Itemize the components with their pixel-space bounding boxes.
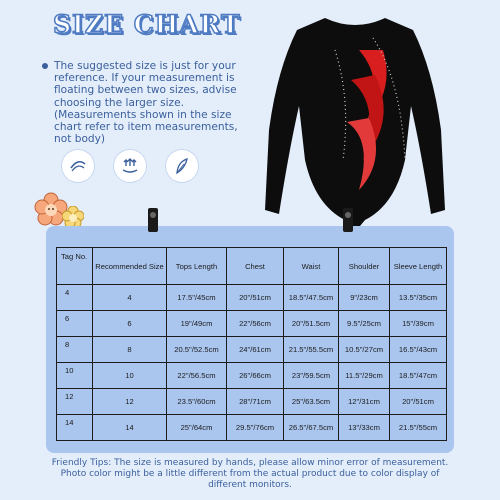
friendly-tips	[22, 458, 478, 491]
bullet-dot	[42, 63, 48, 69]
table-cell: 20"/51.5cm	[284, 311, 339, 337]
tag-cell: 8	[57, 337, 93, 363]
col-header: Sleeve Length	[390, 248, 447, 285]
note-line: The suggested size is just for your	[54, 60, 236, 72]
tip-line: Photo color might be a little different from the actual product due to color display of	[60, 469, 440, 479]
table-cell: 20.5"/52.5cm	[167, 337, 227, 363]
col-header: Recommended Size	[93, 248, 167, 285]
tag-cell: 6	[57, 311, 93, 337]
tag-cell: 4	[57, 285, 93, 311]
note-line: choosing the larger size.	[54, 96, 185, 109]
table-cell: 9.5"/25cm	[339, 311, 390, 337]
binder-clip	[343, 208, 353, 232]
table-cell: 10.5"/27cm	[339, 337, 390, 363]
note-line: floating between two sizes, advise	[54, 84, 237, 97]
stretch-fabric-icon	[62, 150, 94, 182]
table-cell: 12"/31cm	[339, 389, 390, 415]
page-title: SIZE CHART	[53, 10, 241, 39]
table-cell: 22"/56cm	[227, 311, 284, 337]
table-cell: 14	[93, 415, 167, 441]
table-cell: 4	[93, 285, 167, 311]
table-cell: 15"/39cm	[390, 311, 447, 337]
note-line: chart refer to item measurements,	[54, 121, 238, 134]
table-cell: 17.5"/45cm	[167, 285, 227, 311]
table-header-row	[57, 248, 447, 285]
table-cell: 29.5"/76cm	[227, 415, 284, 441]
table-cell: 26.5"/67.5cm	[284, 415, 339, 441]
table-cell: 23"/59.5cm	[284, 363, 339, 389]
table-cell: 20"/51cm	[390, 389, 447, 415]
table-cell: 24"/61cm	[227, 337, 284, 363]
tag-cell: 12	[57, 389, 93, 415]
col-header: Tag No.	[57, 248, 93, 285]
table-row	[57, 415, 447, 441]
breathable-icon	[114, 150, 146, 182]
table-cell: 11.5"/29cm	[339, 363, 390, 389]
tag-cell: 14	[57, 415, 93, 441]
table-cell: 9"/23cm	[339, 285, 390, 311]
note-line: not body)	[54, 133, 106, 146]
table-row	[57, 285, 447, 311]
table-cell: 26"/66cm	[227, 363, 284, 389]
table-row	[57, 337, 447, 363]
table-cell: 16.5"/43cm	[390, 337, 447, 363]
table-cell: 8	[93, 337, 167, 363]
note-line: reference. If your measurement is	[54, 72, 235, 85]
size-notes	[54, 60, 274, 145]
table-cell: 25"/64cm	[167, 415, 227, 441]
table-cell: 19"/49cm	[167, 311, 227, 337]
binder-clip	[148, 208, 158, 232]
table-cell: 12	[93, 389, 167, 415]
table-cell: 21.5"/55cm	[390, 415, 447, 441]
table-cell: 23.5"/60cm	[167, 389, 227, 415]
leotard-image	[255, 10, 455, 235]
size-table	[56, 247, 447, 441]
table-row	[57, 389, 447, 415]
note-line: (Measurements shown in the size	[54, 108, 232, 121]
table-cell: 20"/51cm	[227, 285, 284, 311]
table-cell: 28"/71cm	[227, 389, 284, 415]
table-cell: 10	[93, 363, 167, 389]
table-cell: 13"/33cm	[339, 415, 390, 441]
col-header: Tops Length	[167, 248, 227, 285]
table-cell: 13.5"/35cm	[390, 285, 447, 311]
feature-icons	[62, 150, 202, 184]
table-cell: 6	[93, 311, 167, 337]
tip-line: Friendly Tips: The size is measured by hands, please allow minor error of measurement.	[51, 458, 449, 468]
table-cell: 21.5"/55.5cm	[284, 337, 339, 363]
col-header: Shoulder	[339, 248, 390, 285]
table-cell: 22"/56.5cm	[167, 363, 227, 389]
col-header: Waist	[284, 248, 339, 285]
soft-feather-icon	[166, 150, 198, 182]
yellow-flower-icon	[62, 206, 84, 228]
table-row	[57, 311, 447, 337]
table-cell: 25"/63.5cm	[284, 389, 339, 415]
tip-line: different monitors.	[208, 480, 292, 490]
table-row	[57, 363, 447, 389]
col-header: Chest	[227, 248, 284, 285]
table-cell: 18.5"/47cm	[390, 363, 447, 389]
tag-cell: 10	[57, 363, 93, 389]
table-cell: 18.5"/47.5cm	[284, 285, 339, 311]
